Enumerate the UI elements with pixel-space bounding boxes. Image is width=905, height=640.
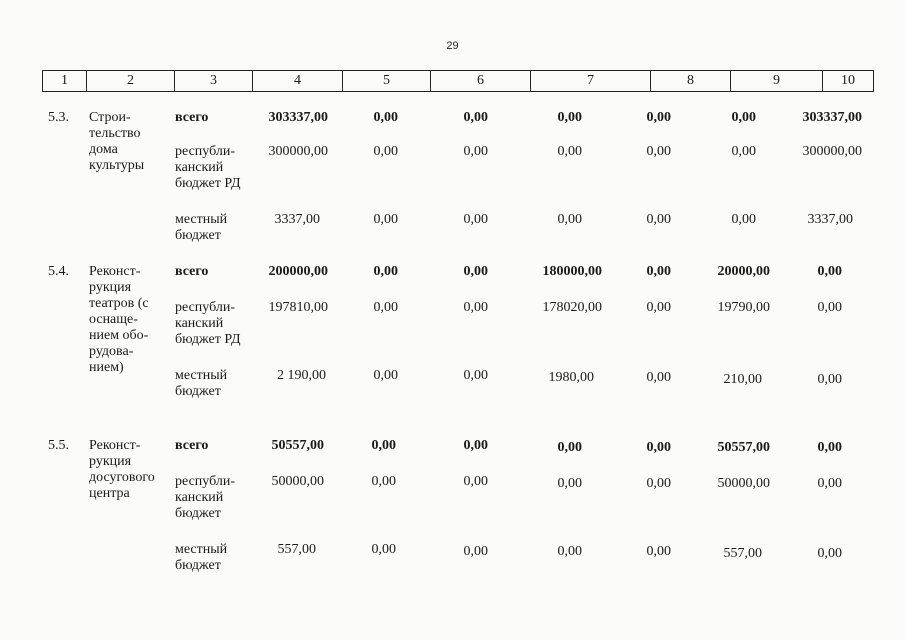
value-cell: 200000,00 — [268, 264, 328, 279]
value-cell: 0,00 — [463, 300, 488, 315]
value-cell: 0,00 — [557, 544, 582, 559]
value-cell: 0,00 — [646, 144, 671, 159]
fund-source-label: местный бюджет — [175, 368, 228, 399]
value-cell: 0,00 — [373, 144, 398, 159]
column-number: 4 — [252, 71, 342, 91]
value-cell: 180000,00 — [542, 264, 602, 279]
value-cell: 20000,00 — [717, 264, 770, 279]
value-cell: 0,00 — [373, 264, 398, 279]
table-header — [42, 70, 874, 92]
value-cell: 0,00 — [463, 474, 488, 489]
fund-source-label: республи- канский бюджет — [175, 474, 235, 521]
fund-source-label: всего — [175, 264, 209, 279]
fund-source-label: республи- канский бюджет РД — [175, 300, 241, 347]
value-cell: 0,00 — [646, 300, 671, 315]
value-cell: 2 190,00 — [277, 368, 326, 383]
column-number: 3 — [174, 71, 252, 91]
value-cell: 0,00 — [646, 370, 671, 385]
value-cell: 3337,00 — [274, 212, 320, 227]
value-cell: 0,00 — [817, 264, 842, 279]
value-cell: 0,00 — [373, 300, 398, 315]
value-cell: 0,00 — [557, 440, 582, 455]
value-cell: 300000,00 — [268, 144, 328, 159]
value-cell: 210,00 — [723, 372, 762, 387]
column-number: 7 — [530, 71, 650, 91]
value-cell: 0,00 — [463, 264, 488, 279]
value-cell: 0,00 — [557, 144, 582, 159]
value-cell: 50557,00 — [271, 438, 324, 453]
value-cell: 0,00 — [646, 476, 671, 491]
value-cell: 50000,00 — [271, 474, 324, 489]
fund-source-label: местный бюджет — [175, 542, 228, 573]
value-cell: 1980,00 — [548, 370, 594, 385]
value-cell: 0,00 — [817, 546, 842, 561]
value-cell: 0,00 — [731, 144, 756, 159]
column-number: 6 — [430, 71, 530, 91]
value-cell: 0,00 — [817, 440, 842, 455]
value-cell: 0,00 — [646, 264, 671, 279]
fund-source-label: местный бюджет — [175, 212, 228, 243]
value-cell: 0,00 — [646, 544, 671, 559]
value-cell: 50557,00 — [717, 440, 770, 455]
value-cell: 557,00 — [723, 546, 762, 561]
value-cell: 19790,00 — [717, 300, 770, 315]
value-cell: 0,00 — [646, 110, 671, 125]
page-number: 29 — [446, 40, 459, 52]
row-name: Строи- тельство дома культуры — [89, 110, 145, 173]
value-cell: 0,00 — [646, 440, 671, 455]
value-cell: 303337,00 — [802, 110, 862, 125]
value-cell: 178020,00 — [542, 300, 602, 315]
value-cell: 557,00 — [277, 542, 316, 557]
value-cell: 0,00 — [463, 368, 488, 383]
value-cell: 0,00 — [371, 438, 396, 453]
value-cell: 0,00 — [731, 212, 756, 227]
column-number: 10 — [822, 71, 874, 91]
value-cell: 0,00 — [373, 110, 398, 125]
fund-source-label: республи- канский бюджет РД — [175, 144, 241, 191]
row-index: 5.5. — [48, 438, 69, 453]
value-cell: 0,00 — [463, 212, 488, 227]
row-index: 5.3. — [48, 110, 69, 125]
row-name: Реконст- рукция театров (с оснаще- нием обо- рудова- нием) — [89, 264, 149, 375]
value-cell: 0,00 — [463, 144, 488, 159]
value-cell: 0,00 — [463, 110, 488, 125]
value-cell: 300000,00 — [802, 144, 862, 159]
column-number: 1 — [42, 71, 86, 91]
value-cell: 50000,00 — [717, 476, 770, 491]
fund-source-label: всего — [175, 110, 209, 125]
value-cell: 303337,00 — [268, 110, 328, 125]
value-cell: 0,00 — [817, 476, 842, 491]
column-number: 8 — [650, 71, 730, 91]
value-cell: 0,00 — [646, 212, 671, 227]
value-cell: 0,00 — [817, 300, 842, 315]
fund-source-label: всего — [175, 438, 209, 453]
value-cell: 0,00 — [817, 372, 842, 387]
column-number: 9 — [730, 71, 822, 91]
value-cell: 0,00 — [371, 542, 396, 557]
row-index: 5.4. — [48, 264, 69, 279]
value-cell: 0,00 — [373, 212, 398, 227]
value-cell: 0,00 — [557, 476, 582, 491]
value-cell: 0,00 — [463, 544, 488, 559]
value-cell: 197810,00 — [268, 300, 328, 315]
value-cell: 0,00 — [373, 368, 398, 383]
value-cell: 0,00 — [731, 110, 756, 125]
value-cell: 0,00 — [463, 438, 488, 453]
value-cell: 3337,00 — [807, 212, 853, 227]
value-cell: 0,00 — [371, 474, 396, 489]
value-cell: 0,00 — [557, 110, 582, 125]
column-number: 5 — [342, 71, 430, 91]
value-cell: 0,00 — [557, 212, 582, 227]
row-name: Реконст- рукция досугового центра — [89, 438, 155, 501]
column-number: 2 — [86, 71, 174, 91]
